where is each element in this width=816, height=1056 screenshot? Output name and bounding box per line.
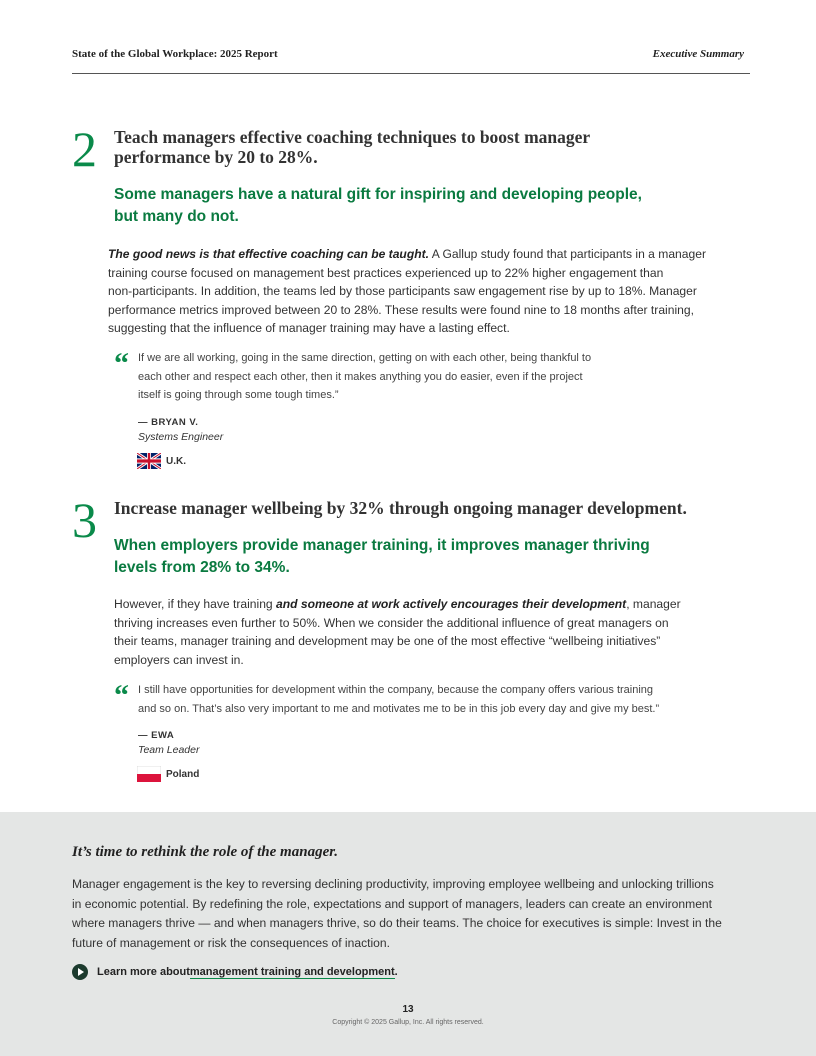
body-emphasis: and someone at work actively encourages their development [276, 597, 627, 611]
quote-author: — BRYAN V. [138, 417, 199, 428]
section-2-quote: If we are all working, going in the same direction, getting on with each other, being thankful to each other and respect each other, then it makes anything you do easier, even if the project itself is going through some tough times.” [138, 352, 592, 401]
learn-more-link[interactable]: management training and development [189, 965, 395, 978]
section-3-subhead: When employers provide manager training, it improves manager thriving levels from 28% to 34%. [114, 537, 650, 576]
quote-mark-icon: “ [114, 347, 129, 380]
quote-author: — EWA [138, 730, 175, 741]
country-label: U.K. [166, 456, 186, 467]
play-arrow-icon[interactable] [72, 964, 88, 980]
quote-author-role: Systems Engineer [138, 431, 224, 443]
quote-mark-icon: “ [114, 679, 129, 712]
section-2-number: 2 [72, 121, 97, 177]
section-3-number: 3 [72, 492, 97, 548]
learn-more: Learn more about management training and development . [72, 963, 398, 981]
copyright: Copyright © 2025 Gallup, Inc. All rights reserved. [332, 1019, 484, 1026]
uk-flag-icon [137, 453, 161, 469]
cta-title: It’s time to rethink the role of the manager. [72, 844, 338, 860]
report-title: State of the Global Workplace: 2025 Report [72, 48, 278, 60]
section-3-title: Increase manager wellbeing by 32% through ongoing manager development. [114, 498, 687, 518]
section-2-title: Teach managers effective coaching techniques to boost manager performance by 20 to 28%. [114, 127, 591, 167]
country-label: Poland [166, 769, 200, 780]
section-3-quote: I still have opportunities for development within the company, because the company offers various training and so on. That’s also very important to me and motivates me to be in this job every day and give my best.” [138, 684, 660, 715]
body-lead: The good news is that effective coaching can be taught. [108, 247, 429, 261]
page-number: 13 [402, 1004, 414, 1015]
section-3-body: However, if they have training and someone at work actively encourages their development, manager thriving increases even further to 50%. When we consider the additional influence of great managers on their teams, manager training and development may be one of the most effective “wellbeing initiatives” employers can invest in. [114, 597, 681, 667]
section-2-body: The good news is that effective coaching can be taught. A Gallup study found that participants in a manager training course focused on management best practices experienced up to 22% higher engagement than non-participants. In addition, the teams led by those participants saw engagement rise by up to 18%. Manager performance metrics improved between 20 to 28%. These results were found nine to 18 months after training, suggesting that the influence of manager training may have a lasting effect. [108, 247, 706, 335]
poland-flag-icon [137, 766, 161, 782]
section-2-subhead: Some managers have a natural gift for inspiring and developing people, but many do not. [114, 186, 642, 225]
page-header [72, 46, 750, 74]
section-label: Executive Summary [652, 48, 744, 60]
quote-author-role: Team Leader [138, 744, 200, 756]
cta-body: Manager engagement is the key to reversing declining productivity, improving employee wellbeing and unlocking trillions in economic potential. By redefining the role, expectations and support of managers, leaders can create an environment where managers thrive — and when managers thrive, so do their teams. The choice for executives is simple: Invest in the future of management or risk the consequences of inaction. [72, 877, 722, 950]
